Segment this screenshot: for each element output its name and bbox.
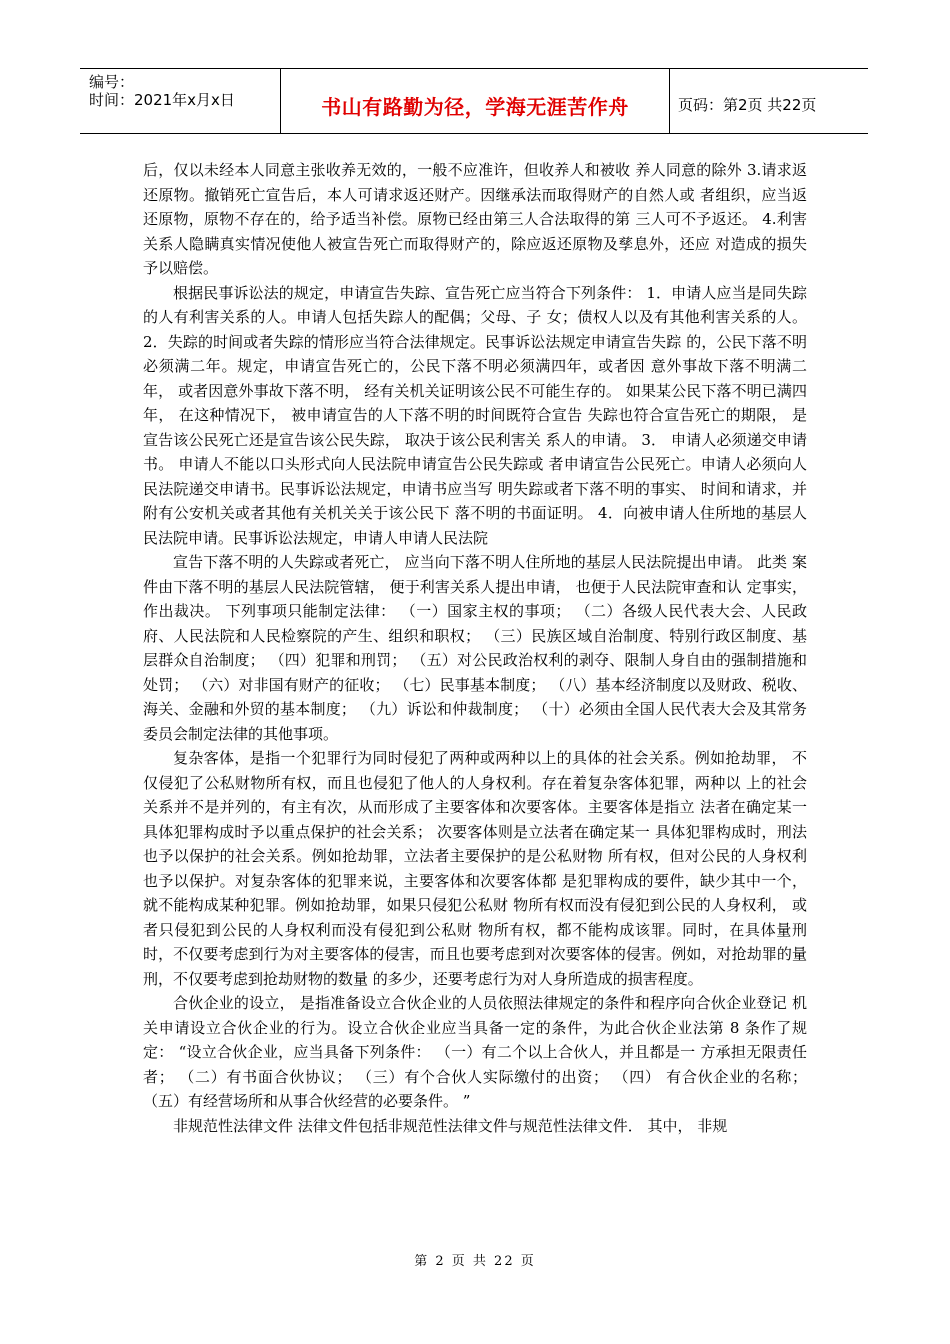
paragraph: 宣告下落不明的人失踪或者死亡， 应当向下落不明人住所地的基层人民法院提出申请。 此类 案件由下落不明的基层人民法院管辖， 便于利害关系人提出申请， 也便于人民法院审查和认 定事实，作出裁决。 下列事项只能制定法律： （一）国家主权的事项； （二）各级人民代表大会、人民政府、人民法院和人民检察院的产生、组织和职权； （三）民族区域自治制度、特别行政区制度、基层群众自治制度； （四）犯罪和刑罚； （五）对公民政治权利的剥夺、限制人身自由的强制措施和处罚； （六）对非国有财产的征收； （七）民事基本制度； （八）基本经济制度以及财政、税收、海关、金融和外贸的基本制度； （九）诉讼和仲裁制度； （十）必须由全国人民代表大会及其常务委员会制定法律的其他事项。 <box>143 553 807 743</box>
document-time-label: 时间：2021年x月x日 <box>89 91 235 109</box>
page-header <box>80 68 868 134</box>
header-page-info: 页码：第2页 共22页 <box>678 95 817 114</box>
header-meta <box>80 69 280 133</box>
header-motto: 书山有路勤为径，学海无涯苦作舟 <box>280 69 670 133</box>
paragraph: 合伙企业的设立， 是指准备设立合伙企业的人员依照法律规定的条件和程序向合伙企业登记 机关申请设立合伙企业的行为。设立合伙企业应当具备一定的条件，为此合伙企业法第 8 条作了规定： “设立合伙企业，应当具备下列条件： （一）有二个以上合伙人，并且都是一 方承担无限责任者； （二）有书面合伙协议； （三）有个合伙人实际缴付的出资； （四） 有合伙企业的名称； （五）有经营场所和从事合伙经营的必要条件。 ” <box>143 994 807 1110</box>
page-footer: 第 2 页 共 22 页 <box>414 1254 536 1269</box>
paragraph: 后，仅以未经本人同意主张收养无效的，一般不应准许，但收养人和被收 养人同意的除外 3.请求返还原物。撤销死亡宣告后，本人可请求返还财产。因继承法而取得财产的自然人或 者组织，应当返还原物，原物不存在的，给予适当补偿。原物已经由第三人合法取得的第 三人可不予返还。 4.利害关系人隐瞒真实情况使他人被宣告死亡而取得财产的，除应返还原物及孳息外，还应 对造成的损失予以赔偿。 <box>143 161 807 277</box>
document-number-label: 编号： <box>89 73 135 91</box>
paragraph: 复杂客体，是指一个犯罪行为同时侵犯了两种或两种以上的具体的社会关系。例如抢劫罪， 不仅侵犯了公私财物所有权，而且也侵犯了他人的人身权利。存在着复杂客体犯罪，两种以 上的社会关系并不是并列的，有主有次，从而形成了主要客体和次要客体。主要客体是指立 法者在确定某一具体犯罪构成时予以重点保护的社会关系； 次要客体则是立法者在确定某一 具体犯罪构成时，刑法也予以保护的社会关系。例如抢劫罪，立法者主要保护的是公私财物 所有权，但对公民的人身权利也予以保护。对复杂客体的犯罪来说，主要客体和次要客体都 是犯罪构成的要件，缺少其中一个，就不能构成某种犯罪。例如抢劫罪，如果只侵犯公私财 物所有权而没有侵犯到公民的人身权利， 或者只侵犯到公民的人身权利而没有侵犯到公私财 物所有权，都不能构成该罪。同时，在具体量刑时，不仅要考虑到行为对主要客体的侵害，而且也要考虑到对次要客体的侵害。例如，对抢劫罪的量刑，不仅要考虑到抢劫财物的数量 的多少，还要考虑行为对人身所造成的损害程度。 <box>143 749 807 988</box>
paragraph: 非规范性法律文件 法律文件包括非规范性法律文件与规范性法律文件． 其中， 非规 <box>173 1116 728 1135</box>
document-body <box>143 158 807 1138</box>
paragraph: 根据民事诉讼法的规定，申请宣告失踪、宣告死亡应当符合下列条件： 1．申请人应当是同失踪的人有利害关系的人。申请人包括失踪人的配偶；父母、子 女；债权人以及有其他利害关系的人。 2．失踪的时间或者失踪的情形应当符合法律规定。民事诉讼法规定申请宣告失踪 的，公民下落不明必须满二年。规定，申请宣告死亡的，公民下落不明必须满四年，或者因 意外事故下落不明满二年， 或者因意外事故下落不明， 经有关机关证明该公民不可能生存的。 如果某公民下落不明已满四年， 在这种情况下， 被申请宣告的人下落不明的时间既符合宣告 失踪也符合宣告死亡的期限， 是宣告该公民死亡还是宣告该公民失踪， 取决于该公民利害关 系人的申请。 3． 申请人必须递交申请书。 申请人不能以口头形式向人民法院申请宣告公民失踪或 者申请宣告公民死亡。申请人必须向人民法院递交申请书。民事诉讼法规定，申请书应当写 明失踪或者下落不明的事实、 时间和请求，并附有公安机关或者其他有关机关关于该公民下 落不明的书面证明。 4．向被申请人住所地的基层人民法院申请。民事诉讼法规定，申请人申请人民法院 <box>143 283 807 547</box>
